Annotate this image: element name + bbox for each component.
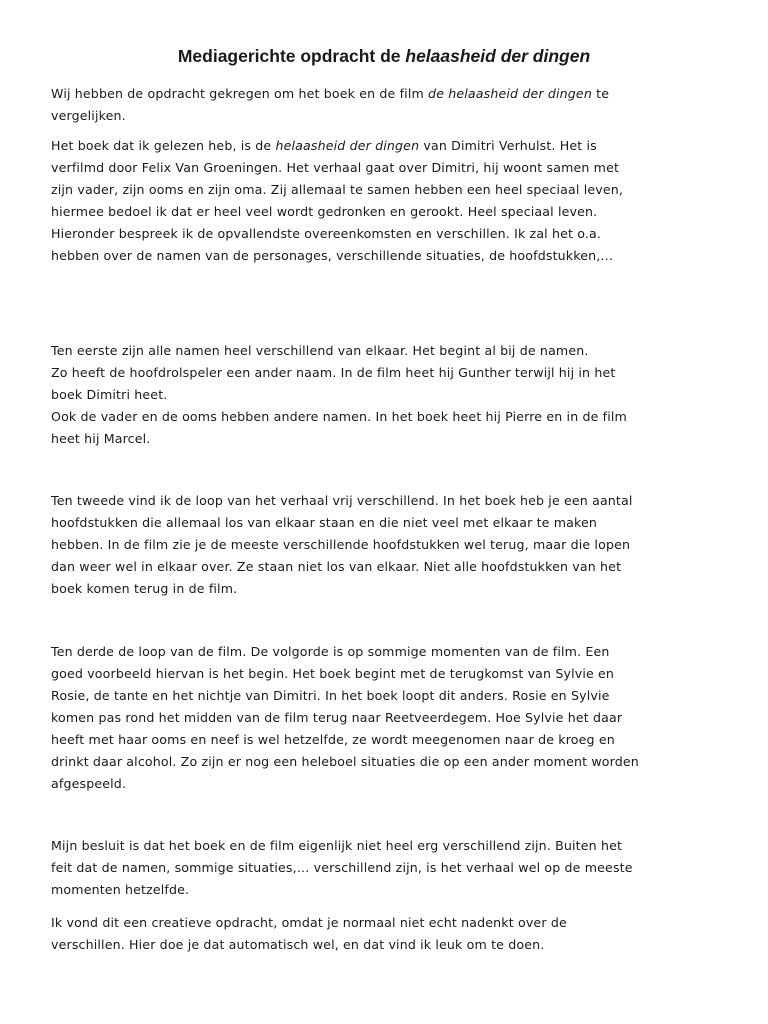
- paragraph-intro: [51, 83, 641, 127]
- paragraph-story-flow: [51, 490, 641, 600]
- names-line-3: Ook de vader en de ooms hebben andere namen. In het boek heet hij Pierre en in de film heet hij Marcel.: [51, 409, 627, 446]
- document-title: [0, 44, 768, 68]
- film-order-text: Ten derde de loop van de film. De volgorde is op sommige momenten van de film. Een goed voorbeeld hiervan is het begin. Het boek begint met de terugkomst van Sylvie en Rosie, de tante en het nichtje van Dimitri. In het boek loopt dit anders. Rosie en Sylvie komen pas rond het midden van de film terug naar Reetveerdegem. Hoe Sylvie het daar heeft met haar ooms en neef is wel hetzelfde, ze wordt meegenomen naar de kroeg en drinkt daar alcohol. Zo zijn er nog een heleboel situaties die op een ander moment worden afgespeeld.: [51, 644, 639, 791]
- title-italic-book-name: helaasheid der dingen: [405, 46, 591, 66]
- paragraph-film-order: [51, 641, 641, 795]
- paragraph-names: [51, 340, 641, 450]
- story-flow-text: Ten tweede vind ik de loop van het verhaal vrij verschillend. In het boek heb je een aantal hoofdstukken die allemaal los van elkaar staan en die niet veel met elkaar te maken hebben. In de film zie je de meeste verschillende hoofdstukken wel terug, maar die lopen dan weer wel in elkaar over. Ze staan niet los van elkaar. Niet alle hoofdstukken van het boek komen terug in de film.: [51, 493, 633, 596]
- intro-text-before: Wij hebben de opdracht gekregen om het boek en de film: [51, 86, 429, 101]
- paragraph-conclusion: [51, 835, 641, 901]
- summary-text-before: Het boek dat ik gelezen heb, is de: [51, 138, 276, 153]
- intro-text-after: te vergelijken.: [51, 86, 610, 123]
- title-prefix: Mediagerichte opdracht de: [177, 46, 406, 66]
- names-line-1: Ten eerste zijn alle namen heel verschillend van elkaar. Het begint al bij de namen.: [51, 343, 589, 358]
- reflection-text: Ik vond dit een creatieve opdracht, omdat je normaal niet echt nadenkt over de verschillen. Hier doe je dat automatisch wel, en dat vind ik leuk om te doen.: [51, 915, 567, 952]
- conclusion-text: Mijn besluit is dat het boek en de film eigenlijk niet heel erg verschillend zijn. Buiten het feit dat de namen, sommige situaties,… verschillend zijn, is het verhaal wel op de meeste momenten hetzelfde.: [51, 838, 633, 897]
- names-line-2: Zo heeft de hoofdrolspeler een ander naam. In de film heet hij Gunther terwijl hij in het boek Dimitri heet.: [51, 365, 616, 402]
- summary-italic-title: helaasheid der dingen: [275, 138, 420, 153]
- paragraph-reflection: [51, 912, 641, 956]
- summary-text-after: van Dimitri Verhulst. Het is verfilmd door Felix Van Groeningen. Het verhaal gaat over Dimitri, hij woont samen met zijn vader, zijn ooms en zijn oma. Zij allemaal te samen hebben een heel speciaal leven, hiermee bedoel ik dat er heel veel wordt gedronken en gerookt. Heel speciaal leven. Hieronder bespreek ik de opvallendste overeenkomsten en verschillen. Ik zal het o.a. hebben over de namen van de personages, verschillende situaties, de hoofdstukken,…: [51, 138, 624, 263]
- paragraph-summary: [51, 135, 641, 267]
- intro-italic-title: de helaasheid der dingen: [428, 86, 592, 101]
